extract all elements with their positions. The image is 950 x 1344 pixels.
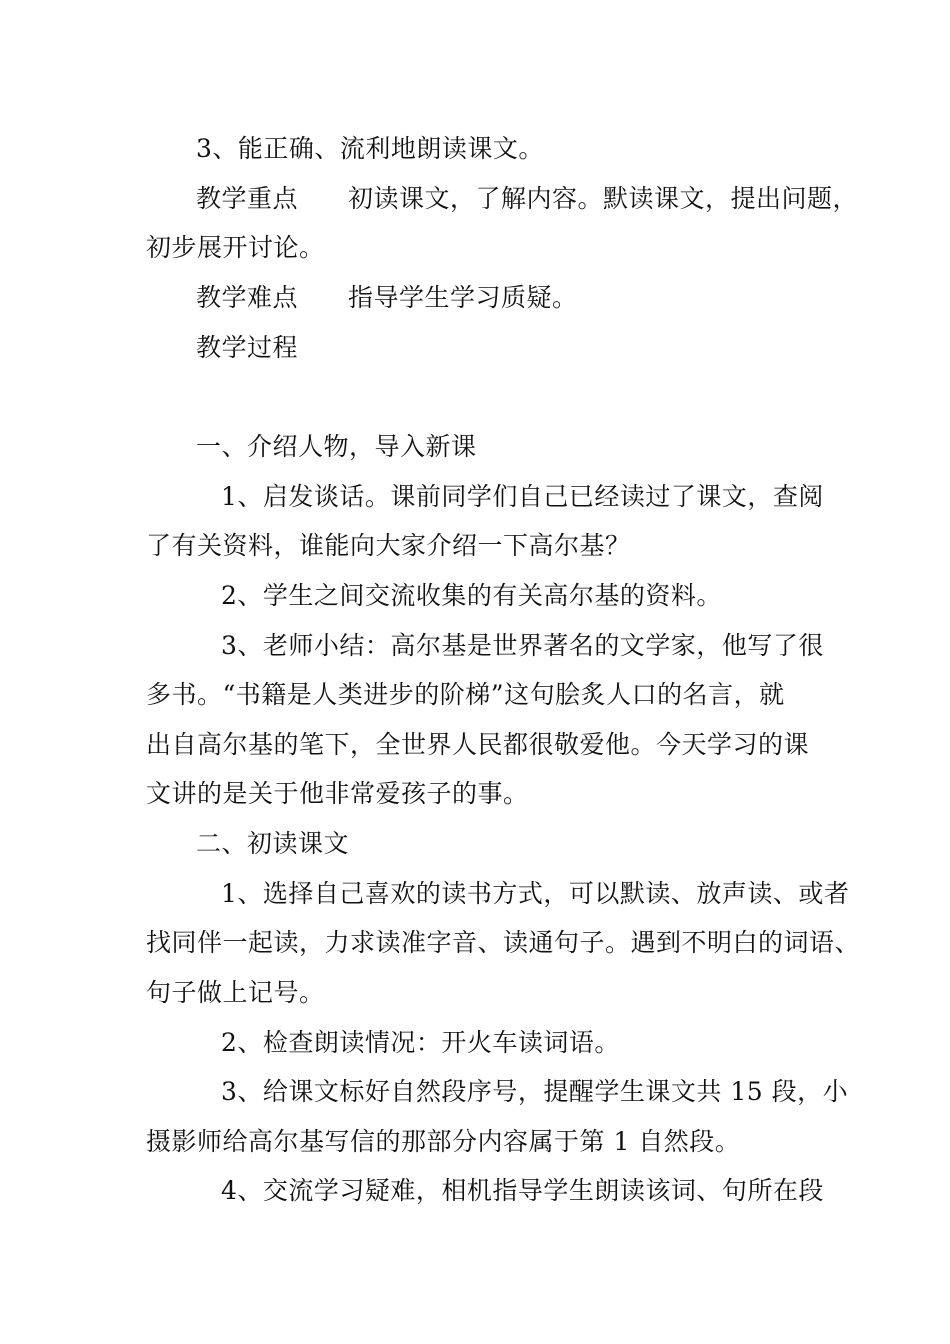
key-point-row [196,183,858,215]
key-point-text-continued: 初步展开讨论。 [146,233,325,262]
section-2-item-3-line-1: 3、给课文标好自然段序号，提醒学生课文共 15 段，小 [221,1077,849,1106]
key-point-text: 初读课文，了解内容。默读课文，提出问题， [348,184,859,213]
section-2-item-3-line-2: 摄影师给高尔基写信的那部分内容属于第 1 自然段。 [146,1127,741,1156]
section-1-heading: 一、介绍人物，导入新课 [196,432,477,461]
section-1-item-1-line-2: 了有关资料，谁能向大家介绍一下高尔基？ [146,531,631,560]
section-1-item-1-line-1: 1、启发谈话。课前同学们自己已经读过了课文，查阅 [221,482,824,511]
section-2-item-1-line-1: 1、选择自己喜欢的读书方式，可以默读、放声读、或者 [221,879,850,908]
section-2-item-4-line-1: 4、交流学习疑难，相机指导学生朗读该词、句所在段 [221,1176,824,1205]
section-1-item-3-line-2: 多书。“书籍是人类进步的阶梯”这句脍炙人口的名言，就 [146,680,785,709]
difficulty-label: 教学难点 [196,283,299,312]
teaching-goal-3: 3、能正确、流利地朗读课文。 [196,134,544,163]
key-point-label: 教学重点 [196,184,299,213]
section-2-item-1-line-2: 找同伴一起读，力求读准字音、读通句子。遇到不明白的词语、 [146,928,861,957]
section-2-item-2: 2、检查朗读情况：开火车读词语。 [221,1028,620,1057]
section-1-item-3-line-4: 文讲的是关于他非常爱孩子的事。 [146,779,529,808]
section-1-item-3-line-1: 3、老师小结：高尔基是世界著名的文学家，他写了很 [221,631,824,660]
difficulty-row [196,282,578,314]
section-2-item-1-line-3: 句子做上记号。 [146,978,325,1007]
section-1-item-3-line-3: 出自高尔基的笔下，全世界人民都很敬爱他。今天学习的课 [146,730,810,759]
section-2-heading: 二、初读课文 [196,829,350,858]
difficulty-text: 指导学生学习质疑。 [348,283,578,312]
process-label: 教学过程 [196,333,299,362]
section-1-item-2: 2、学生之间交流收集的有关高尔基的资料。 [221,581,722,610]
